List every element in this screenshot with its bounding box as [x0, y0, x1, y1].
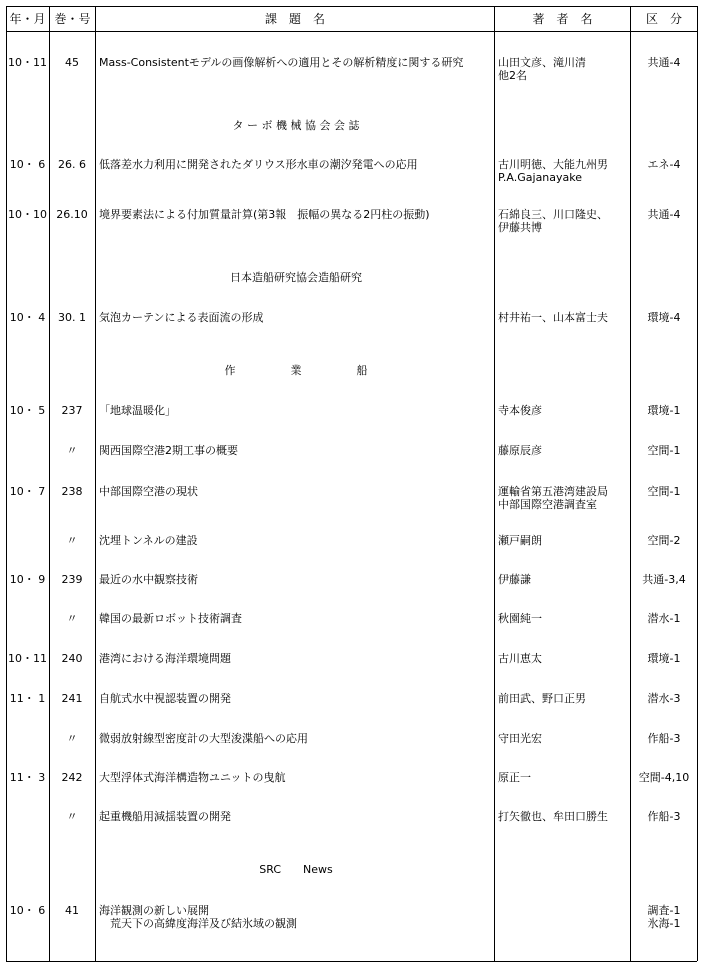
row-date: 11・ 1 [9, 692, 46, 705]
row-title: 韓国の最新ロボット技術調査 [99, 612, 242, 625]
row-authors: 石綿良三、川口隆史、 伊藤共博 [498, 208, 608, 234]
row-title: 沈埋トンネルの建設 [99, 534, 198, 547]
row-date: 10・ 6 [9, 904, 46, 917]
row-category: 環境-4 [647, 311, 681, 324]
row-date: 10・ 7 [9, 485, 46, 498]
row-category: 空間-4,10 [638, 771, 690, 784]
row-volume: 〃 [66, 810, 78, 823]
row-volume: 26. 6 [58, 158, 86, 171]
row-category: 潜水-1 [647, 612, 681, 625]
row-date: 11・ 3 [9, 771, 46, 784]
row-date: 10・11 [8, 652, 47, 665]
row-date: 10・ 5 [9, 404, 46, 417]
row-authors: 原正一 [498, 771, 531, 784]
row-title: 起重機船用減揺装置の開発 [99, 810, 231, 823]
frame-top-border [6, 6, 697, 7]
row-title: Mass-Consistentモデルの画像解析への適用とその解析精度に関する研究 [99, 56, 464, 69]
row-authors: 藤原辰彦 [498, 444, 542, 457]
row-authors: 前田武、野口正男 [498, 692, 586, 705]
row-date: 10・ 6 [9, 158, 46, 171]
row-date: 10・10 [8, 208, 47, 221]
row-title: 低落差水力利用に開発されたダリウス形水車の潮汐発電への応用 [99, 158, 418, 171]
row-title: 気泡カーテンによる表面流の形成 [99, 311, 264, 324]
row-authors: 古川明徳、大能九州男 P.A.Gajanayake [498, 158, 608, 184]
row-title: 大型浮体式海洋構造物ユニットの曳航 [99, 771, 286, 784]
row-date: 10・ 9 [9, 573, 46, 586]
row-title: 「地球温暖化」 [99, 404, 176, 417]
row-authors: 守田光宏 [498, 732, 542, 745]
row-authors: 伊藤謙 [498, 573, 531, 586]
row-title: 関西国際空港2期工事の概要 [99, 444, 238, 457]
column-divider [494, 6, 495, 961]
row-category: 空間-1 [647, 444, 681, 457]
row-title: 港湾における海洋環境問題 [99, 652, 231, 665]
column-divider [95, 6, 96, 961]
row-volume: 〃 [66, 444, 78, 457]
row-volume: 237 [61, 404, 83, 417]
row-authors: 打矢徹也、牟田口勝生 [498, 810, 608, 823]
publication-heading: SRC News [259, 863, 333, 876]
row-volume: 〃 [66, 534, 78, 547]
row-category: 作船-3 [647, 810, 681, 823]
header-category: 区 分 [645, 12, 682, 26]
header-divider [6, 31, 697, 32]
row-title: 海洋観測の新しい展開 荒天下の高緯度海洋及び結氷域の観測 [99, 904, 297, 930]
row-authors: 瀬戸嗣朗 [498, 534, 542, 547]
row-volume: 240 [61, 652, 83, 665]
row-volume: 239 [61, 573, 83, 586]
header-authors: 著 者 名 [532, 12, 593, 26]
row-category: 潜水-3 [647, 692, 681, 705]
row-volume: 30. 1 [58, 311, 86, 324]
frame-right-border [697, 6, 698, 961]
row-volume: 241 [61, 692, 83, 705]
publication-heading: 日本造船研究協会造船研究 [230, 271, 362, 284]
row-authors: 寺本俊彦 [498, 404, 542, 417]
frame-bottom-border [6, 961, 697, 962]
row-authors: 運輸省第五港湾建設局 中部国際空港調査室 [498, 485, 608, 511]
row-volume: 242 [61, 771, 83, 784]
row-category: エネ-4 [647, 158, 681, 171]
row-title: 中部国際空港の現状 [99, 485, 198, 498]
row-authors: 山田文彦、滝川清 他2名 [498, 56, 586, 82]
publication-heading: タ ー ボ 機 械 協 会 会 誌 [232, 119, 360, 132]
header-volume: 巻・号 [54, 12, 91, 26]
row-title: 境界要素法による付加質量計算(第3報 振幅の異なる2円柱の振動) [99, 208, 430, 221]
row-authors: 村井祐一、山本富士夫 [498, 311, 608, 324]
row-volume: 26.10 [56, 208, 88, 221]
row-volume: 238 [61, 485, 83, 498]
header-title: 課 題 名 [264, 12, 325, 26]
header-date: 年・月 [9, 12, 46, 26]
row-category: 環境-1 [647, 652, 681, 665]
row-title: 最近の水中観察技術 [99, 573, 198, 586]
frame-left-border [6, 6, 7, 961]
row-category: 共通-3,4 [642, 573, 686, 586]
row-title: 自航式水中視認装置の開発 [99, 692, 231, 705]
row-category: 作船-3 [647, 732, 681, 745]
row-volume: 〃 [66, 612, 78, 625]
row-authors: 古川恵太 [498, 652, 542, 665]
row-date: 10・11 [8, 56, 47, 69]
row-category: 調査-1 氷海-1 [647, 904, 681, 930]
row-volume: 41 [65, 904, 79, 917]
row-category: 環境-1 [647, 404, 681, 417]
publication-heading: 作 業 船 [224, 364, 368, 377]
row-date: 10・ 4 [9, 311, 46, 324]
row-category: 空間-1 [647, 485, 681, 498]
row-authors: 秋園純一 [498, 612, 542, 625]
row-category: 空間-2 [647, 534, 681, 547]
row-category: 共通-4 [647, 56, 681, 69]
row-volume: 〃 [66, 732, 78, 745]
row-volume: 45 [65, 56, 79, 69]
row-title: 微弱放射線型密度計の大型浚渫船への応用 [99, 732, 308, 745]
row-category: 共通-4 [647, 208, 681, 221]
